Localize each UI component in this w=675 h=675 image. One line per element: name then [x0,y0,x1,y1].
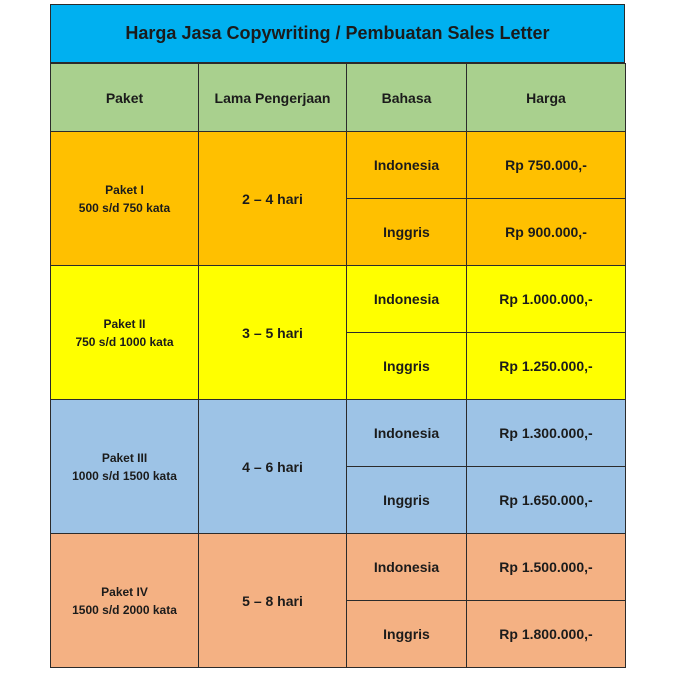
table-row [51,534,626,601]
package-cell [51,266,199,400]
price-cell: Rp 900.000,- [467,199,626,266]
sheet-title: Harga Jasa Copywriting / Pembuatan Sales Letter [50,4,625,63]
header-harga: Harga [467,64,626,132]
table-row [51,266,626,333]
language-cell: Indonesia [347,534,467,601]
package-name: Paket IV [101,584,148,599]
package-4 [51,534,626,668]
header-row [51,64,626,132]
package-name: Paket II [103,316,146,331]
price-cell: Rp 750.000,- [467,132,626,199]
package-cell [51,132,199,266]
duration-cell: 3 – 5 hari [199,266,347,400]
duration-cell: 2 – 4 hari [199,132,347,266]
price-cell: Rp 1.250.000,- [467,333,626,400]
price-table [50,63,626,668]
price-cell: Rp 1.000.000,- [467,266,626,333]
duration-cell: 4 – 6 hari [199,400,347,534]
table-row [51,132,626,199]
language-cell: Indonesia [347,400,467,467]
header-paket: Paket [51,64,199,132]
package-2 [51,266,626,400]
package-1 [51,132,626,266]
package-name: Paket III [101,450,148,465]
language-cell: Indonesia [347,132,467,199]
price-cell: Rp 1.300.000,- [467,400,626,467]
language-cell: Inggris [347,333,467,400]
price-cell: Rp 1.500.000,- [467,534,626,601]
package-words: 500 s/d 750 kata [78,200,171,215]
package-words: 1000 s/d 1500 kata [72,468,177,483]
table-row [51,400,626,467]
price-sheet [50,4,625,668]
language-cell: Indonesia [347,266,467,333]
package-words: 750 s/d 1000 kata [75,334,174,349]
package-name: Paket I [105,182,144,197]
package-cell [51,534,199,668]
price-cell: Rp 1.650.000,- [467,467,626,534]
header-lama-pengerjaan: Lama Pengerjaan [199,64,347,132]
package-words: 1500 s/d 2000 kata [72,602,177,617]
package-3 [51,400,626,534]
header-bahasa: Bahasa [347,64,467,132]
package-cell [51,400,199,534]
language-cell: Inggris [347,467,467,534]
duration-cell: 5 – 8 hari [199,534,347,668]
language-cell: Inggris [347,199,467,266]
price-cell: Rp 1.800.000,- [467,601,626,668]
language-cell: Inggris [347,601,467,668]
